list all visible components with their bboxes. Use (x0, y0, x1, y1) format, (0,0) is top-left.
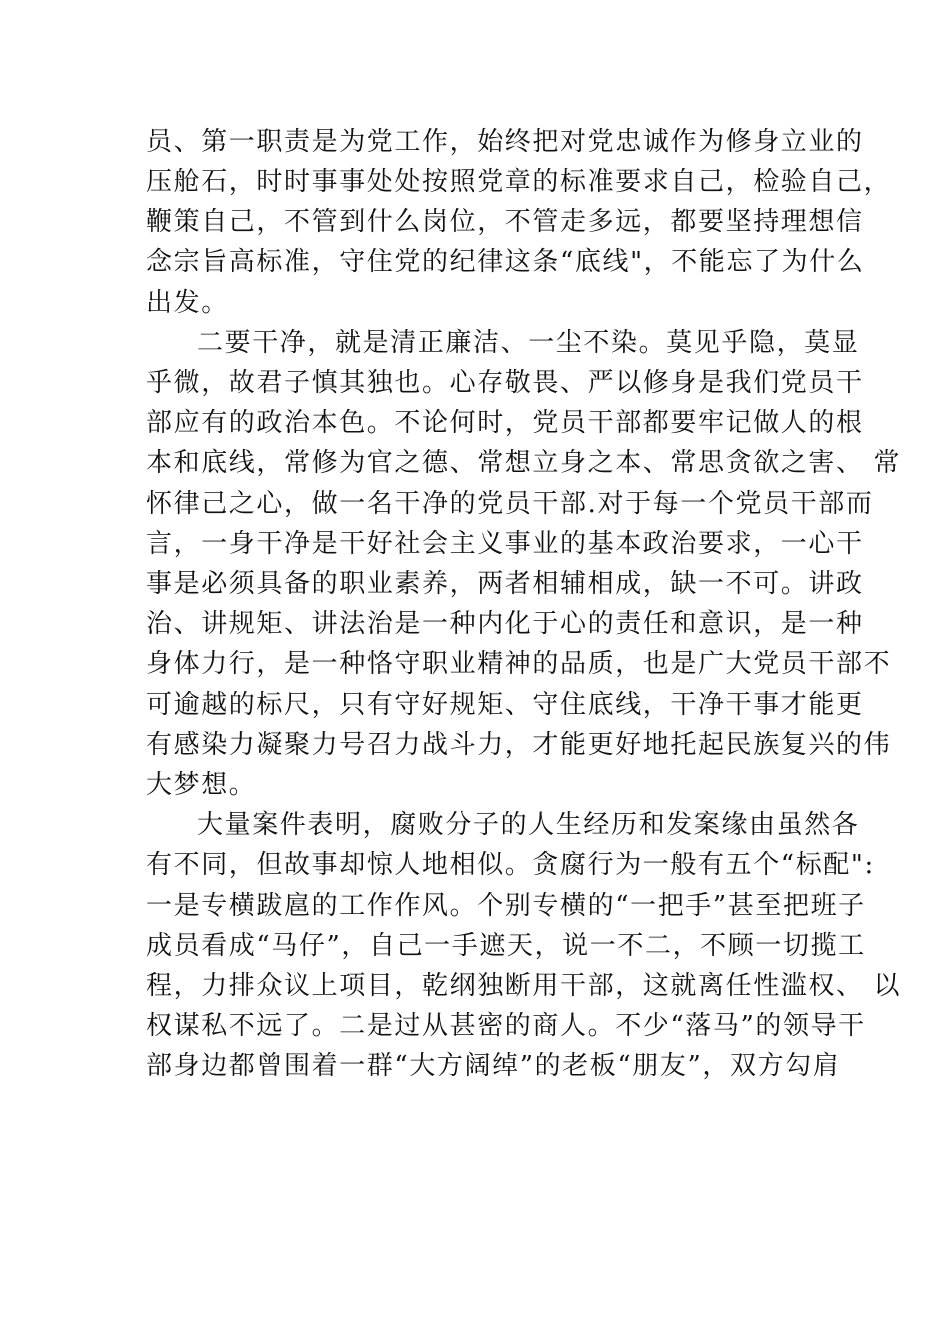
paragraph-start-line: 二要干净，就是清正廉洁、一尘不染。莫见乎隐，莫显 (197, 328, 860, 358)
text-line: 念宗旨高标准，守住党的纪律这条“底线"，不能忘了为什么 (146, 247, 865, 277)
text-line: 有不同，但故事却惊人地相似。贪腐行为一般有五个“标配": (146, 850, 875, 880)
text-line: 身体力行，是一种恪守职业精神的品质，也是广大党员干部不 (146, 649, 892, 679)
text-line: 压舱石，时时事事处处按照党章的标准要求自己，检验自己， (146, 167, 892, 197)
paragraph-start-line: 大量案件表明，腐败分子的人生经历和发案缘由虽然各 (197, 810, 860, 840)
text-line: 鞭策自己，不管到什么岗位，不管走多远，都要坚持理想信 (146, 207, 864, 237)
text-line: 事是必须具备的职业素养，两者相辅相成，缺一不可。讲政 (146, 569, 864, 599)
text-line: 一是专横跋扈的工作作风。个别专横的“一把手”甚至把班子 (146, 891, 866, 921)
text-line: 成员看成“马仔”，自己一手遮天，说一不二，不顾一切揽工 (146, 931, 866, 961)
text-line: 部应有的政治本色。不论何时，党员干部都要牢记做人的根 (146, 408, 864, 438)
text-line: 乎微，故君子慎其独也。心存敬畏、严以修身是我们党员干 (146, 368, 864, 398)
text-line: 程，力排众议上项目，乾纲独断用干部，这就离任性滥权、 以 (146, 971, 902, 1001)
text-line: 员、第一职责是为党工作，始终把对党忠诚作为修身立业的 (146, 127, 864, 157)
text-line: 言，一身干净是干好社会主义事业的基本政治要求，一心干 (146, 529, 864, 559)
text-line: 本和底线，常修为官之德、常想立身之本、常思贪欲之害、 常 (146, 448, 902, 478)
text-line: 有感染力凝聚力号召力战斗力，才能更好地托起民族复兴的伟 (146, 730, 892, 760)
text-line: 部身边都曾围着一群“大方阔绰”的老板“朋友”，双方勾肩 (146, 1051, 841, 1081)
text-line: 权谋私不远了。二是过从甚密的商人。不少“落马”的领导干 (146, 1011, 866, 1041)
text-line: 大梦想。 (146, 770, 257, 800)
text-line: 治、讲规矩、讲法治是一种内化于心的责任和意识，是一种 (146, 609, 864, 639)
text-line: 可逾越的标尺，只有守好规矩、守住底线，干净干事才能更 (146, 690, 864, 720)
text-line: 出发。 (146, 288, 229, 318)
text-line: 怀律己之心，做一名干净的党员干部.对于每一个党员干部而 (146, 489, 874, 519)
